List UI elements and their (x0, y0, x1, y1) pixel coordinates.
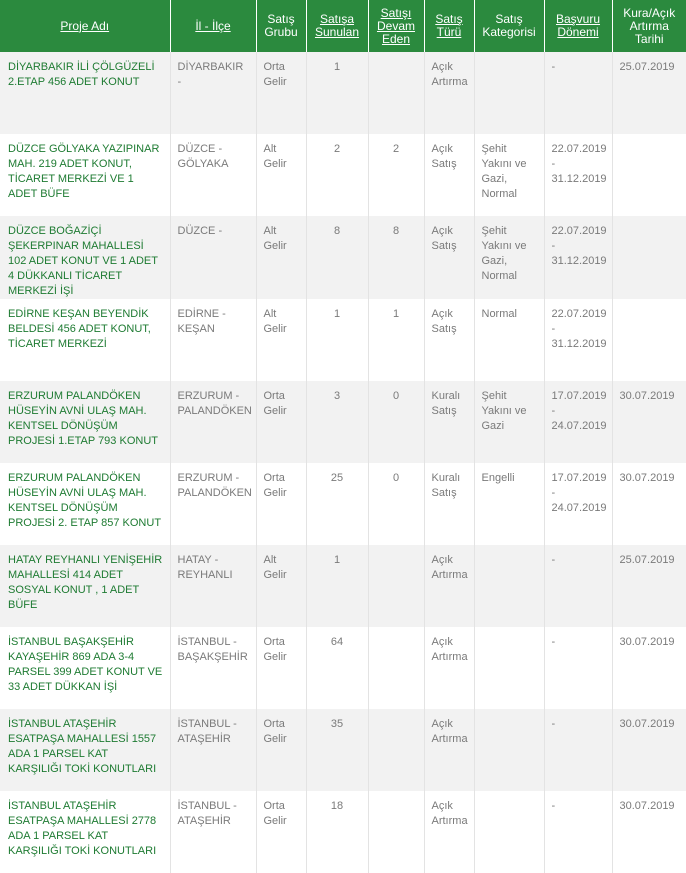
draw-date-cell: 25.07.2019 (612, 52, 686, 134)
project-name-cell[interactable]: DÜZCE BOĞAZİÇİ ŞEKERPINAR MAHALLESİ 102 ADET KONUT VE 1 ADET 4 DÜKKANLI TİCARET MERKEZİ İŞİ (0, 216, 170, 299)
draw-date-cell: 30.07.2019 (612, 463, 686, 545)
location-cell: DÜZCE - GÖLYAKA (170, 134, 256, 216)
application-period-cell: 22.07.2019 - 31.12.2019 (544, 299, 612, 381)
draw-date-cell (612, 216, 686, 299)
location-cell: İSTANBUL - BAŞAKŞEHİR (170, 627, 256, 709)
offered-count-cell: 1 (306, 545, 368, 627)
sales-group-cell: Orta Gelir (256, 709, 306, 791)
table-body (0, 52, 686, 873)
sales-group-cell: Orta Gelir (256, 791, 306, 873)
sales-category-cell: Engelli (474, 463, 544, 545)
application-period-cell: - (544, 545, 612, 627)
draw-date-cell: 25.07.2019 (612, 545, 686, 627)
ongoing-count-cell (368, 52, 424, 134)
sales-type-cell: Açık Artırma (424, 52, 474, 134)
application-period-cell: 17.07.2019 - 24.07.2019 (544, 463, 612, 545)
ongoing-count-cell: 0 (368, 381, 424, 463)
sales-group-cell: Orta Gelir (256, 627, 306, 709)
sales-group-cell: Orta Gelir (256, 52, 306, 134)
sales-group-cell: Orta Gelir (256, 381, 306, 463)
draw-date-cell: 30.07.2019 (612, 627, 686, 709)
location-cell: İSTANBUL - ATAŞEHİR (170, 791, 256, 873)
header-il-ilce[interactable]: İl - İlçe (170, 0, 256, 52)
sales-type-cell: Açık Satış (424, 216, 474, 299)
header-satis-grubu: Satış Grubu (256, 0, 306, 52)
table-row (0, 134, 686, 216)
sales-group-cell: Orta Gelir (256, 463, 306, 545)
ongoing-count-cell (368, 791, 424, 873)
offered-count-cell: 1 (306, 299, 368, 381)
application-period-cell: - (544, 627, 612, 709)
table-row (0, 627, 686, 709)
sales-type-cell: Kuralı Satış (424, 463, 474, 545)
sales-category-cell: Şehit Yakını ve Gazi, Normal (474, 216, 544, 299)
draw-date-cell: 30.07.2019 (612, 791, 686, 873)
location-cell: ERZURUM - PALANDÖKEN (170, 463, 256, 545)
table-row (0, 52, 686, 134)
header-satis-kategorisi: Satış Kategorisi (474, 0, 544, 52)
header-satisi-devam-eden[interactable]: Satışı Devam Eden (368, 0, 424, 52)
sales-group-cell: Alt Gelir (256, 216, 306, 299)
sales-type-cell: Kuralı Satış (424, 381, 474, 463)
application-period-cell: - (544, 709, 612, 791)
project-name-cell[interactable]: EDİRNE KEŞAN BEYENDİK BELDESİ 456 ADET KONUT, TİCARET MERKEZİ (0, 299, 170, 381)
application-period-cell: 22.07.2019 - 31.12.2019 (544, 134, 612, 216)
sales-type-cell: Açık Satış (424, 134, 474, 216)
draw-date-cell: 30.07.2019 (612, 381, 686, 463)
offered-count-cell: 35 (306, 709, 368, 791)
ongoing-count-cell (368, 627, 424, 709)
offered-count-cell: 3 (306, 381, 368, 463)
offered-count-cell: 25 (306, 463, 368, 545)
table-row (0, 463, 686, 545)
table-row (0, 381, 686, 463)
location-cell: ERZURUM - PALANDÖKEN (170, 381, 256, 463)
location-cell: DÜZCE - (170, 216, 256, 299)
header-kura-tarihi: Kura/Açık Artırma Tarihi (612, 0, 686, 52)
application-period-cell: 22.07.2019 - 31.12.2019 (544, 216, 612, 299)
location-cell: İSTANBUL - ATAŞEHİR (170, 709, 256, 791)
offered-count-cell: 2 (306, 134, 368, 216)
sales-category-cell: Normal (474, 299, 544, 381)
sales-type-cell: Açık Artırma (424, 545, 474, 627)
header-basvuru-donemi[interactable]: Başvuru Dönemi (544, 0, 612, 52)
sales-category-cell (474, 52, 544, 134)
location-cell: HATAY - REYHANLI (170, 545, 256, 627)
sales-type-cell: Açık Satış (424, 299, 474, 381)
project-name-cell[interactable]: DİYARBAKIR İLİ ÇÖLGÜZELİ 2.ETAP 456 ADET KONUT (0, 52, 170, 134)
table-row (0, 545, 686, 627)
ongoing-count-cell (368, 709, 424, 791)
table-row (0, 709, 686, 791)
application-period-cell: 17.07.2019 - 24.07.2019 (544, 381, 612, 463)
sales-category-cell (474, 545, 544, 627)
sales-group-cell: Alt Gelir (256, 134, 306, 216)
sales-category-cell (474, 709, 544, 791)
sales-type-cell: Açık Artırma (424, 791, 474, 873)
sales-group-cell: Alt Gelir (256, 545, 306, 627)
project-name-cell[interactable]: ERZURUM PALANDÖKEN HÜSEYİN AVNİ ULAŞ MAH. KENTSEL DÖNÜŞÜM PROJESİ 2. ETAP 857 KONUT (0, 463, 170, 545)
project-name-cell[interactable]: HATAY REYHANLI YENİŞEHİR MAHALLESİ 414 ADET SOSYAL KONUT , 1 ADET BÜFE (0, 545, 170, 627)
project-name-cell[interactable]: İSTANBUL BAŞAKŞEHİR KAYAŞEHİR 869 ADA 3-4 PARSEL 399 ADET KONUT VE 33 ADET DÜKKAN İŞİ (0, 627, 170, 709)
sales-category-cell (474, 627, 544, 709)
project-name-cell[interactable]: İSTANBUL ATAŞEHİR ESATPAŞA MAHALLESİ 2778 ADA 1 PARSEL KAT KARŞILIĞI TOKİ KONUTLARI (0, 791, 170, 873)
table-row (0, 216, 686, 299)
draw-date-cell: 30.07.2019 (612, 709, 686, 791)
project-name-cell[interactable]: İSTANBUL ATAŞEHİR ESATPAŞA MAHALLESİ 1557 ADA 1 PARSEL KAT KARŞILIĞI TOKİ KONUTLARI (0, 709, 170, 791)
ongoing-count-cell: 0 (368, 463, 424, 545)
sales-category-cell: Şehit Yakını ve Gazi, Normal (474, 134, 544, 216)
table-row (0, 791, 686, 873)
offered-count-cell: 18 (306, 791, 368, 873)
application-period-cell: - (544, 52, 612, 134)
ongoing-count-cell (368, 545, 424, 627)
header-proje-adi[interactable]: Proje Adı (0, 0, 170, 52)
sales-group-cell: Alt Gelir (256, 299, 306, 381)
project-name-cell[interactable]: DÜZCE GÖLYAKA YAZIPINAR MAH. 219 ADET KONUT, TİCARET MERKEZİ VE 1 ADET BÜFE (0, 134, 170, 216)
table-header-row (0, 0, 686, 52)
ongoing-count-cell: 2 (368, 134, 424, 216)
location-cell: DİYARBAKIR - (170, 52, 256, 134)
sales-type-cell: Açık Artırma (424, 709, 474, 791)
application-period-cell: - (544, 791, 612, 873)
draw-date-cell (612, 134, 686, 216)
offered-count-cell: 1 (306, 52, 368, 134)
offered-count-cell: 8 (306, 216, 368, 299)
location-cell: EDİRNE - KEŞAN (170, 299, 256, 381)
table-row (0, 299, 686, 381)
sales-type-cell: Açık Artırma (424, 627, 474, 709)
sales-category-cell (474, 791, 544, 873)
project-name-cell[interactable]: ERZURUM PALANDÖKEN HÜSEYİN AVNİ ULAŞ MAH. KENTSEL DÖNÜŞÜM PROJESİ 1.ETAP 793 KONUT (0, 381, 170, 463)
sales-category-cell: Şehit Yakını ve Gazi (474, 381, 544, 463)
draw-date-cell (612, 299, 686, 381)
ongoing-count-cell: 8 (368, 216, 424, 299)
ongoing-count-cell: 1 (368, 299, 424, 381)
header-satisa-sunulan[interactable]: Satışa Sunulan (306, 0, 368, 52)
offered-count-cell: 64 (306, 627, 368, 709)
header-satis-turu[interactable]: Satış Türü (424, 0, 474, 52)
